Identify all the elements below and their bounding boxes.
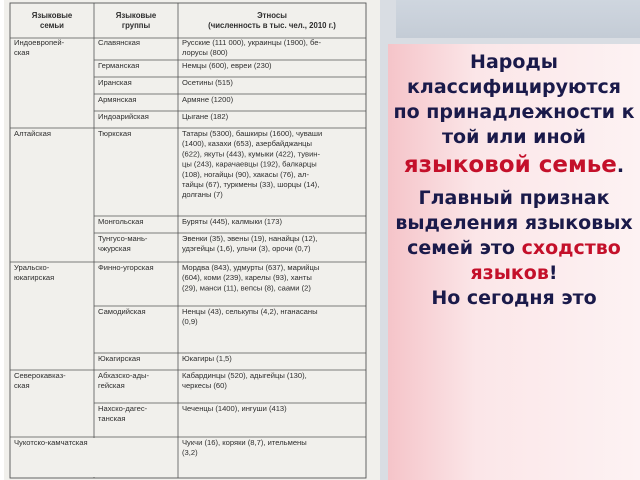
cell-ethnos: Буряты (445), калмыки (173) xyxy=(182,217,282,226)
panel-line-2: Главный признак выделения языковых семей это xyxy=(395,187,633,259)
cell-ethnos: Армяне (1200) xyxy=(182,95,234,104)
cell-family: ская xyxy=(14,381,30,391)
cell-family: Чукотско-камчатская xyxy=(14,438,88,447)
cell-ethnos: (29), манси (11), вепсы (8), саами (2) xyxy=(182,283,311,293)
cell-ethnos: (622), якуты (443), кумыки (422), тувин- xyxy=(182,149,321,159)
cell-group: танская xyxy=(98,414,126,424)
cell-ethnos: Русские (111 000), украинцы (1900), бе- xyxy=(182,38,321,47)
panel-exclamation: ! xyxy=(548,262,558,284)
cell-ethnos: Чеченцы (1400), ингуши (413) xyxy=(182,404,287,413)
cell-family: Уральско- xyxy=(14,263,50,272)
cell-group: гейская xyxy=(98,381,125,391)
merged-cell-mask xyxy=(93,438,95,477)
panel-line-1: Народы классифицируются по принадлежности к той или иной xyxy=(393,51,635,148)
cell-group: Армянская xyxy=(98,95,137,104)
cell-ethnos: Чукчи (16), коряки (8,7), ительмены xyxy=(182,438,307,447)
cell-ethnos: черкесы (60) xyxy=(182,381,227,391)
panel-text xyxy=(392,50,636,311)
cell-ethnos: тайцы (67), туркмены (33), шорцы (14), xyxy=(182,180,320,189)
cell-ethnos: цы (243), карачаевцы (192), балкарцы xyxy=(182,159,317,169)
table-photo xyxy=(4,0,380,480)
cell-group: Славянская xyxy=(98,38,141,47)
cell-family: ская xyxy=(14,48,30,58)
cell-ethnos: Мордва (843), удмурты (637), марийцы xyxy=(182,263,320,272)
cell-group: Иранская xyxy=(98,78,132,87)
cell-family: Северокавказ- xyxy=(14,371,66,380)
cell-group: Тунгусо-мань- xyxy=(98,234,148,243)
header-ethnoses: Этносы xyxy=(257,11,287,20)
cell-ethnos: (604), коми (239), карелы (93), ханты xyxy=(182,273,312,283)
panel-accent-language-family: языковой семье xyxy=(403,152,617,178)
cell-group: Тюркская xyxy=(98,129,132,138)
cell-group: чжурская xyxy=(98,244,131,254)
cell-group: Финно-угорская xyxy=(98,263,154,272)
cell-ethnos: Эвенки (35), эвены (19), нанайцы (12), xyxy=(182,234,318,243)
cell-group: Юкагирская xyxy=(98,354,141,363)
header-language-families: Языковые xyxy=(31,11,73,20)
panel-dot: . xyxy=(616,155,625,177)
cell-ethnos: долганы (7) xyxy=(182,190,223,200)
cell-ethnos: лорусы (800) xyxy=(182,48,228,58)
panel-line-3: Но сегодня это xyxy=(431,287,597,309)
cell-ethnos: Кабардинцы (520), адыгейцы (130), xyxy=(182,371,307,380)
top-band xyxy=(396,0,640,38)
cell-ethnos: Ненцы (43), селькупы (4,2), нганасаны xyxy=(182,307,318,316)
cell-ethnos: Осетины (515) xyxy=(182,78,233,87)
cell-ethnos: (108), ногайцы (90), хакасы (76), ал- xyxy=(182,169,309,179)
cell-group: Индоарийская xyxy=(98,112,149,121)
header-language-groups: группы xyxy=(121,21,151,31)
cell-ethnos: (0,9) xyxy=(182,317,198,327)
cell-ethnos: Немцы (600), евреи (230) xyxy=(182,61,272,70)
header-language-groups: Языковые xyxy=(115,11,157,20)
cell-group: Абхазско-ады- xyxy=(98,371,150,380)
cell-group: Самодийская xyxy=(98,307,146,316)
cell-ethnos: Татары (5300), башкиры (1600), чуваши xyxy=(182,129,323,138)
cell-family: Алтайская xyxy=(14,129,51,138)
header-ethnoses: (численность в тыс. чел., 2010 г.) xyxy=(208,21,336,31)
cell-ethnos: (1400), казахи (653), азербайджанцы xyxy=(182,139,312,149)
cell-ethnos: Юкагиры (1,5) xyxy=(182,354,232,363)
header-language-families: семьи xyxy=(40,21,64,31)
cell-ethnos: (3,2) xyxy=(182,448,198,458)
cell-ethnos: удэгейцы (1,6), ульчи (3), орочи (0,7) xyxy=(182,244,311,254)
ethnic-language-table xyxy=(4,0,380,480)
cell-family: Индоевропей- xyxy=(14,38,65,47)
cell-group: Нахско-дагес- xyxy=(98,404,148,413)
cell-ethnos: Цыгане (182) xyxy=(182,112,229,121)
cell-group: Германская xyxy=(98,61,140,70)
panel-accent-language-similarity: сходство языков xyxy=(470,237,621,284)
cell-group: Монгольская xyxy=(98,217,144,226)
cell-family: юкагирская xyxy=(14,273,55,283)
